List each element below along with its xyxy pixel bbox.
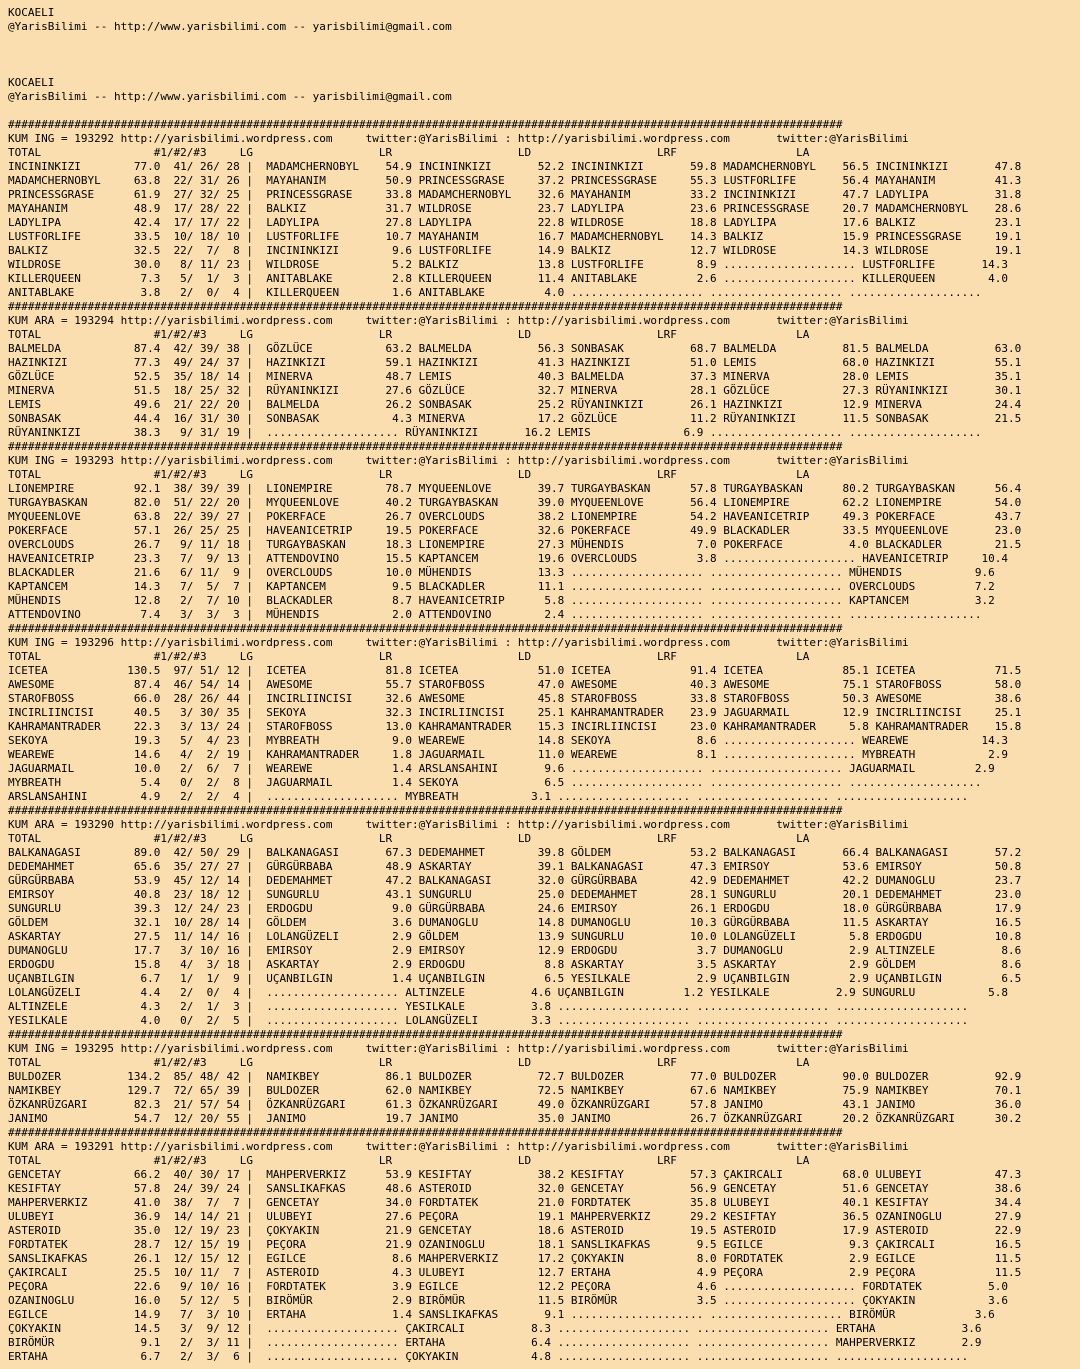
table-row: BULDOZER 134.2 85/ 48/ 42 | NAMIKBEY 86.1 BULDOZER 72.7 BULDOZER 77.0 BULDOZER 90.0 BULDOZER 92.9 [8,1070,1022,1083]
column-header: TOTAL #1/#2/#3 LG LR LD LRF LA [8,832,810,845]
separator-line: ############################################################################################################################## [8,118,843,131]
table-row: GÜRGÜRBABA 53.9 45/ 12/ 14 | DEDEMAHMET 47.2 BALKANAGASI 32.0 GÜRGÜRBABA 42.9 DEDEMAHMET 42.2 DUMANOGLU 23.7 [8,874,1022,887]
table-row: JAGUARMAIL 10.0 2/ 6/ 7 | WEAREWE 1.4 ARSLANSAHINI 9.6 .................... .................... JAGUARMAIL 2.9 [8,762,995,775]
table-row: KILLERQUEEN 7.3 5/ 1/ 3 | ANITABLAKE 2.8 KILLERQUEEN 11.4 ANITABLAKE 2.6 .................... KILLERQUEEN 4.0 [8,272,1009,285]
table-row: EMIRSOY 40.8 23/ 18/ 12 | SUNGURLU 43.1 SUNGURLU 25.0 DEDEMAHMET 28.1 SUNGURLU 20.1 DEDEMAHMET 23.0 [8,888,1022,901]
table-row: MÜHENDIS 12.8 2/ 7/ 10 | BLACKADLER 8.7 HAVEANICETRIP 5.8 .................... .................... KAPTANCEM 3.2 [8,594,995,607]
separator-line: ############################################################################################################################## [8,1126,843,1139]
header-city: KOCAELI [8,76,55,89]
table-row: ASKARTAY 27.5 11/ 14/ 16 | LOLANGÜZELI 2.9 GÖLDEM 13.9 SUNGURLU 10.0 LOLANGÜZELI 5.8 ERDOGDU 10.8 [8,930,1022,943]
section-title: KUM ARA = 193294 http://yarisbilimi.wordpress.com twitter:@YarisBilimi : http://yarisbilimi.wordpress.com twitter:@YarisBilimi [8,314,909,327]
separator-line: ############################################################################################################################## [8,1028,843,1041]
table-row: OVERCLOUDS 26.7 9/ 11/ 18 | TURGAYBASKAN 18.3 LIONEMPIRE 27.3 MÜHENDIS 7.0 POKERFACE 4.0 BLACKADLER 21.5 [8,538,1022,551]
section-title: KUM ING = 193292 http://yarisbilimi.wordpress.com twitter:@YarisBilimi : http://yarisbilimi.wordpress.com twitter:@YarisBilimi [8,132,909,145]
table-row: GÖLDEM 32.1 10/ 28/ 14 | GÖLDEM 3.6 DUMANOGLU 14.8 DUMANOGLU 10.3 GÜRGÜRBABA 11.5 ASKARTAY 16.5 [8,916,1022,929]
table-row: KAPTANCEM 14.3 7/ 5/ 7 | KAPTANCEM 9.5 BLACKADLER 11.1 .................... .................... OVERCLOUDS 7.2 [8,580,995,593]
column-header: TOTAL #1/#2/#3 LG LR LD LRF LA [8,1056,810,1069]
table-row: LUSTFORLIFE 33.5 10/ 18/ 10 | LUSTFORLIFE 10.7 MAYAHANIM 16.7 MADAMCHERNOBYL 14.3 BALKIZ 15.9 PRINCESSGRASE 19.1 [8,230,1022,243]
table-row: RÜYANINKIZI 38.3 9/ 31/ 19 | .................... RÜYANINKIZI 16.2 LEMIS 6.9 .................... .................... [8,426,982,439]
table-row: ATTENDOVINO 7.4 3/ 3/ 3 | MÜHENDIS 2.0 ATTENDOVINO 2.4 .................... .................... .................... [8,608,982,621]
table-row: DUMANOGLU 17.7 3/ 10/ 16 | EMIRSOY 2.9 EMIRSOY 12.9 ERDOGDU 3.7 DUMANOGLU 2.9 ALTINZELE 8.6 [8,944,1022,957]
table-row: MINERVA 51.5 18/ 25/ 32 | RÜYANINKIZI 27.6 GÖZLÜCE 32.7 MINERVA 28.1 GÖZLÜCE 27.3 RÜYANINKIZI 30.1 [8,384,1022,397]
race-section [8,1028,1080,1126]
report-header-1 [8,6,1080,34]
header-contact: @YarisBilimi -- http://www.yarisbilimi.com -- yarisbilimi@gmail.com [8,90,452,103]
table-row: SONBASAK 44.4 16/ 31/ 30 | SONBASAK 4.3 MINERVA 17.2 GÖZLÜCE 11.2 RÜYANINKIZI 11.5 SONBASAK 21.5 [8,412,1022,425]
table-row: ÇAKIRCALI 25.5 10/ 11/ 7 | ASTEROID 4.3 ULUBEYI 12.7 ERTAHA 4.9 PEÇORA 2.9 PEÇORA 11.5 [8,1266,1022,1279]
table-row: BIRÖMÜR 9.1 2/ 3/ 11 | .................... ERTAHA 6.4 .................... .................... MAHPERVERKIZ 2.9 [8,1336,982,1349]
table-row: OZANINOGLU 16.0 5/ 12/ 5 | BIRÖMÜR 2.9 BIRÖMÜR 11.5 BIRÖMÜR 3.5 .................... ÇOKYAKIN 3.6 [8,1294,1009,1307]
table-row: FORDTATEK 28.7 12/ 15/ 19 | PEÇORA 21.9 OZANINOGLU 18.1 SANSLIKAFKAS 9.5 EGILCE 9.3 ÇAKIRCALI 16.5 [8,1238,1022,1251]
table-row: ARSLANSAHINI 4.9 2/ 2/ 4 | .................... MYBREATH 3.1 .................... .................... .................... [8,790,969,803]
table-row: SEKOYA 19.3 5/ 4/ 23 | MYBREATH 9.0 WEAREWE 14.8 SEKOYA 8.6 .................... WEAREWE 14.3 [8,734,1009,747]
table-row: ERDOGDU 15.8 4/ 3/ 18 | ASKARTAY 2.9 ERDOGDU 8.8 ASKARTAY 3.5 ASKARTAY 2.9 GÖLDEM 8.6 [8,958,1022,971]
table-row: BALKANAGASI 89.0 42/ 50/ 29 | BALKANAGASI 67.3 DEDEMAHMET 39.8 GÖLDEM 53.2 BALKANAGASI 66.4 BALKANAGASI 57.2 [8,846,1022,859]
separator-line: ############################################################################################################################## [8,804,843,817]
table-row: LADYLIPA 42.4 17/ 17/ 22 | LADYLIPA 27.8 LADYLIPA 22.8 WILDROSE 18.8 LADYLIPA 17.6 BALKIZ 23.1 [8,216,1022,229]
table-row: NAMIKBEY 129.7 72/ 65/ 39 | BULDOZER 62.0 NAMIKBEY 72.5 NAMIKBEY 67.6 NAMIKBEY 75.9 NAMIKBEY 70.1 [8,1084,1022,1097]
table-row: BALMELDA 87.4 42/ 39/ 38 | GÖZLÜCE 63.2 BALMELDA 56.3 SONBASAK 68.7 BALMELDA 81.5 BALMELDA 63.0 [8,342,1022,355]
table-row: EGILCE 14.9 7/ 3/ 10 | ERTAHA 1.4 SANSLIKAFKAS 9.1 .................... .................... BIRÖMÜR 3.6 [8,1308,995,1321]
table-row: DEDEMAHMET 65.6 35/ 27/ 27 | GÜRGÜRBABA 48.9 ASKARTAY 39.1 BALKANAGASI 47.3 EMIRSOY 53.6 EMIRSOY 50.8 [8,860,1022,873]
column-header: TOTAL #1/#2/#3 LG LR LD LRF LA [8,328,810,341]
separator-line: ############################################################################################################################## [8,622,843,635]
section-title: KUM ING = 193296 http://yarisbilimi.wordpress.com twitter:@YarisBilimi : http://yarisbilimi.wordpress.com twitter:@YarisBilimi [8,636,909,649]
separator-line: ############################################################################################################################## [8,440,843,453]
table-row: KAHRAMANTRADER 22.3 3/ 13/ 24 | STAROFBOSS 13.0 KAHRAMANTRADER 15.3 INCIRLIINCISI 23.0 KAHRAMANTRADER 5.8 KAHRAMANTRADER 15.8 [8,720,1022,733]
table-row: ÇOKYAKIN 14.5 3/ 9/ 12 | .................... ÇAKIRCALI 8.3 .................... .................... ERTAHA 3.6 [8,1322,982,1335]
table-row: HAZINKIZI 77.3 49/ 24/ 37 | HAZINKIZI 59.1 HAZINKIZI 41.3 HAZINKIZI 51.0 LEMIS 68.0 HAZINKIZI 55.1 [8,356,1022,369]
section-title: KUM ARA = 193291 http://yarisbilimi.wordpress.com twitter:@YarisBilimi : http://yarisbilimi.wordpress.com twitter:@YarisBilimi [8,1140,909,1153]
table-row: INCIRLIINCISI 40.5 3/ 30/ 35 | SEKOYA 32.3 INCIRLIINCISI 25.1 KAHRAMANTRADER 23.9 JAGUARMAIL 12.9 INCIRLIINCISI 25.1 [8,706,1022,719]
race-section [8,804,1080,1028]
table-row: UÇANBILGIN 6.7 1/ 1/ 9 | UÇANBILGIN 1.4 UÇANBILGIN 6.5 YESILKALE 2.9 UÇANBILGIN 2.9 UÇANBILGIN 6.5 [8,972,1022,985]
report-header-2 [8,76,1080,104]
header-city: KOCAELI [8,6,55,19]
table-row: LEMIS 49.6 21/ 22/ 20 | BALMELDA 26.2 SONBASAK 25.2 RÜYANINKIZI 26.1 HAZINKIZI 12.9 MINERVA 24.4 [8,398,1022,411]
table-row: BALKIZ 32.5 22/ 7/ 8 | INCININKIZI 9.6 LUSTFORLIFE 14.9 BALKIZ 12.7 WILDROSE 14.3 WILDROSE 19.1 [8,244,1022,257]
table-row: WEAREWE 14.6 4/ 2/ 19 | KAHRAMANTRADER 1.8 JAGUARMAIL 11.0 WEAREWE 8.1 .................... MYBREATH 2.9 [8,748,1009,761]
section-title: KUM ING = 193295 http://yarisbilimi.wordpress.com twitter:@YarisBilimi : http://yarisbilimi.wordpress.com twitter:@YarisBilimi [8,1042,909,1055]
race-section [8,440,1080,622]
header-contact: @YarisBilimi -- http://www.yarisbilimi.com -- yarisbilimi@gmail.com [8,20,452,33]
table-row: PRINCESSGRASE 61.9 27/ 32/ 25 | PRINCESSGRASE 33.8 MADAMCHERNOBYL 32.6 MAYAHANIM 33.2 INCININKIZI 47.7 LADYLIPA 31.8 [8,188,1022,201]
section-title: KUM ING = 193293 http://yarisbilimi.wordpress.com twitter:@YarisBilimi : http://yarisbilimi.wordpress.com twitter:@YarisBilimi [8,454,909,467]
table-row: ASTEROID 35.0 12/ 19/ 23 | ÇOKYAKIN 21.9 GENCETAY 18.6 ASTEROID 19.5 ASTEROID 17.9 ASTEROID 22.9 [8,1224,1022,1237]
table-row: INCININKIZI 77.0 41/ 26/ 28 | MADAMCHERNOBYL 54.9 INCININKIZI 52.2 INCININKIZI 59.8 MADAMCHERNOBYL 56.5 INCININKIZI 47.8 [8,160,1022,173]
table-row: LOLANGÜZELI 4.4 2/ 0/ 4 | .................... ALTINZELE 4.6 UÇANBILGIN 1.2 YESILKALE 2.9 SUNGURLU 5.8 [8,986,1009,999]
race-sections [8,118,1080,1364]
table-row: KESIFTAY 57.8 24/ 39/ 24 | SANSLIKAFKAS 48.6 ASTEROID 32.0 GENCETAY 56.9 GENCETAY 51.6 GENCETAY 38.6 [8,1182,1022,1195]
table-row: MYQUEENLOVE 63.8 22/ 39/ 27 | POKERFACE 26.7 OVERCLOUDS 38.2 LIONEMPIRE 54.2 HAVEANICETRIP 49.3 POKERFACE 43.7 [8,510,1022,523]
table-row: SUNGURLU 39.3 12/ 24/ 23 | ERDOGDU 9.0 GÜRGÜRBABA 24.6 EMIRSOY 26.1 ERDOGDU 18.0 GÜRGÜRBABA 17.9 [8,902,1022,915]
table-row: STAROFBOSS 66.0 28/ 26/ 44 | INCIRLIINCISI 32.6 AWESOME 45.8 STAROFBOSS 33.8 STAROFBOSS 50.3 AWESOME 38.6 [8,692,1022,705]
column-header: TOTAL #1/#2/#3 LG LR LD LRF LA [8,1154,810,1167]
table-row: TURGAYBASKAN 82.0 51/ 22/ 20 | MYQUEENLOVE 40.2 TURGAYBASKAN 39.0 MYQUEENLOVE 56.4 LIONEMPIRE 62.2 LIONEMPIRE 54.0 [8,496,1022,509]
section-title: KUM ARA = 193290 http://yarisbilimi.wordpress.com twitter:@YarisBilimi : http://yarisbilimi.wordpress.com twitter:@YarisBilimi [8,818,909,831]
table-row: WILDROSE 30.0 8/ 11/ 23 | WILDROSE 5.2 BALKIZ 13.8 LUSTFORLIFE 8.9 .................... LUSTFORLIFE 14.3 [8,258,1009,271]
table-row: ANITABLAKE 3.8 2/ 0/ 4 | KILLERQUEEN 1.6 ANITABLAKE 4.0 .................... .................... .................... [8,286,982,299]
column-header: TOTAL #1/#2/#3 LG LR LD LRF LA [8,468,810,481]
table-row: MYBREATH 5.4 0/ 2/ 8 | JAGUARMAIL 1.4 SEKOYA 6.5 .................... .................... .................... [8,776,982,789]
table-row: MADAMCHERNOBYL 63.8 22/ 31/ 26 | MAYAHANIM 50.9 PRINCESSGRASE 37.2 PRINCESSGRASE 55.3 LUSTFORLIFE 56.4 MAYAHANIM 41.3 [8,174,1022,187]
table-row: HAVEANICETRIP 23.3 7/ 9/ 13 | ATTENDOVINO 15.5 KAPTANCEM 19.6 OVERCLOUDS 3.8 .................... HAVEANICETRIP 10.4 [8,552,1009,565]
table-row: POKERFACE 57.1 26/ 25/ 25 | HAVEANICETRIP 19.5 POKERFACE 32.6 POKERFACE 49.9 BLACKADLER 33.5 MYQUEENLOVE 23.0 [8,524,1022,537]
table-row: YESILKALE 4.0 0/ 2/ 5 | .................... LOLANGÜZELI 3.3 .................... .................... .................... [8,1014,969,1027]
race-section [8,300,1080,440]
table-row: MAYAHANIM 48.9 17/ 28/ 22 | BALKIZ 31.7 WILDROSE 23.7 LADYLIPA 23.6 PRINCESSGRASE 20.7 MADAMCHERNOBYL 28.6 [8,202,1022,215]
table-row: ICETEA 130.5 97/ 51/ 12 | ICETEA 81.8 ICETEA 51.0 ICETEA 91.4 ICETEA 85.1 ICETEA 71.5 [8,664,1022,677]
table-row: GÖZLÜCE 52.5 35/ 18/ 14 | MINERVA 48.7 LEMIS 40.3 BALMELDA 37.3 MINERVA 28.0 LEMIS 35.1 [8,370,1022,383]
table-row: ULUBEYI 36.9 14/ 14/ 21 | ULUBEYI 27.6 PEÇORA 19.1 MAHPERVERKIZ 29.2 KESIFTAY 36.5 OZANINOGLU 27.9 [8,1210,1022,1223]
table-row: GENCETAY 66.2 40/ 30/ 17 | MAHPERVERKIZ 53.9 KESIFTAY 38.2 KESIFTAY 57.3 ÇAKIRCALI 68.0 ULUBEYI 47.3 [8,1168,1022,1181]
column-header: TOTAL #1/#2/#3 LG LR LD LRF LA [8,146,810,159]
table-row: SANSLIKAFKAS 26.1 12/ 15/ 12 | EGILCE 8.6 MAHPERVERKIZ 17.2 ÇOKYAKIN 8.0 FORDTATEK 2.9 EGILCE 11.5 [8,1252,1022,1265]
table-row: ÖZKANRÜZGARI 82.3 21/ 57/ 54 | ÖZKANRÜZGARI 61.3 ÖZKANRÜZGARI 49.0 ÖZKANRÜZGARI 57.8 JANIMO 43.1 JANIMO 36.0 [8,1098,1022,1111]
table-row: LIONEMPIRE 92.1 38/ 39/ 39 | LIONEMPIRE 78.7 MYQUEENLOVE 39.7 TURGAYBASKAN 57.8 TURGAYBASKAN 80.2 TURGAYBASKAN 56.4 [8,482,1022,495]
separator-line: ############################################################################################################################## [8,300,843,313]
table-row: BLACKADLER 21.6 6/ 11/ 9 | OVERCLOUDS 10.0 MÜHENDIS 13.3 .................... .................... MÜHENDIS 9.6 [8,566,995,579]
race-section [8,1126,1080,1364]
table-row: AWESOME 87.4 46/ 54/ 14 | AWESOME 55.7 STAROFBOSS 47.0 AWESOME 40.3 AWESOME 75.1 STAROFBOSS 58.0 [8,678,1022,691]
table-row: MAHPERVERKIZ 41.0 38/ 7/ 7 | GENCETAY 34.0 FORDTATEK 21.0 FORDTATEK 35.8 ULUBEYI 40.1 KESIFTAY 34.4 [8,1196,1022,1209]
table-row: PEÇORA 22.6 9/ 10/ 16 | FORDTATEK 3.9 EGILCE 12.2 PEÇORA 4.6 .................... FORDTATEK 5.0 [8,1280,1009,1293]
race-section [8,622,1080,804]
table-row: ALTINZELE 4.3 2/ 1/ 3 | .................... YESILKALE 3.8 .................... .................... .................... [8,1000,969,1013]
column-header: TOTAL #1/#2/#3 LG LR LD LRF LA [8,650,810,663]
table-row: ERTAHA 6.7 2/ 3/ 6 | .................... ÇOKYAKIN 4.8 .................... .................... .................... [8,1350,969,1363]
table-row: JANIMO 54.7 12/ 20/ 55 | JANIMO 19.7 JANIMO 35.0 JANIMO 26.7 ÖZKANRÜZGARI 20.2 ÖZKANRÜZGARI 30.2 [8,1112,1022,1125]
race-section [8,118,1080,300]
